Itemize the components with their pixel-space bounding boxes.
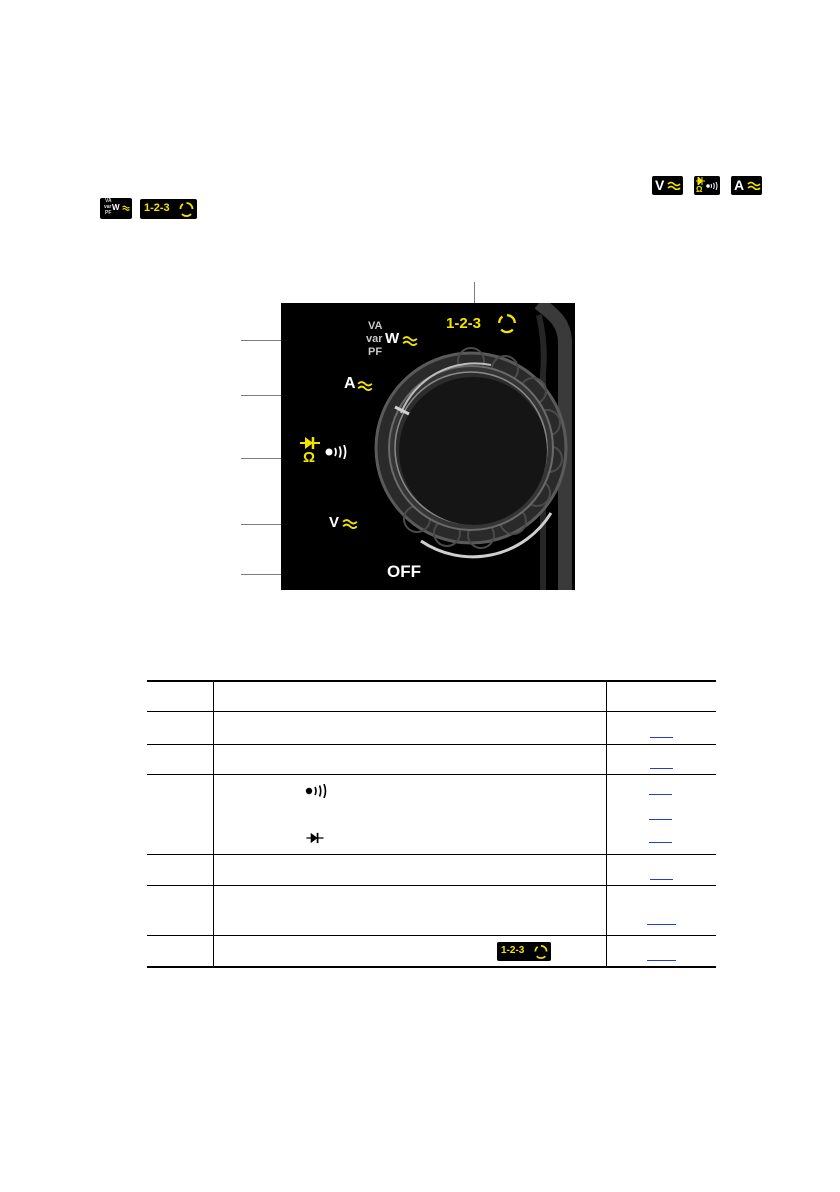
page-link[interactable] [647,924,676,925]
page-link[interactable] [649,819,672,820]
page-link[interactable] [650,768,673,769]
va-chip-label: VA [105,198,112,204]
dial-label-va: VA [368,320,383,332]
approx-wave-icon [342,518,358,529]
page-link[interactable] [650,737,673,738]
page-link[interactable] [650,879,673,880]
rotary-switch-panel [281,303,575,590]
power-mode-chip [100,198,132,219]
knob-center [399,377,547,525]
approx-wave-icon [667,181,681,190]
dial-label-w: W [385,330,400,347]
mode-reference-table [147,680,716,968]
dial-label-a: A [344,375,356,392]
table-header-row [147,681,716,711]
table-row [147,711,716,744]
diode-icon [306,832,324,844]
voltage-mode-chip [652,176,683,195]
callout-line-sequence [474,282,475,303]
dial-label-sequence: 1-2-3 [446,315,482,332]
sequence-chip-label: 1-2-3 [501,944,525,956]
current-chip-label: A [734,177,745,193]
pf-chip-label: PF [105,210,112,216]
continuity-beeper-icon [305,784,331,798]
phase-rotation-arrows-icon [178,201,195,217]
phase-rotation-arrows-icon [496,312,518,334]
approx-wave-icon [402,335,418,346]
table-row [147,744,716,774]
table-row [147,935,716,967]
dial-label-ohm: Ω [303,449,316,466]
diode-icon [696,177,705,185]
var-chip-label: var [104,204,112,210]
dial-label-v: V [329,514,340,531]
current-mode-chip [731,176,762,195]
table-row [147,854,716,885]
continuity-beeper-icon [706,182,719,190]
sequence-chip-label: 1-2-3 [144,202,170,214]
diode-continuity-chip [694,176,720,195]
phase-rotation-arrows-icon [533,944,549,959]
continuity-beeper-icon [325,445,351,459]
sequence-mode-chip [497,942,551,961]
approx-wave-icon [747,181,761,190]
table-row [147,885,716,935]
sequence-mode-chip [140,199,197,219]
dial-label-pf: PF [368,346,383,358]
page-link[interactable] [647,960,676,961]
approx-wave-icon [122,205,130,211]
ohm-chip-label: Ω [696,185,703,194]
approx-wave-icon [357,380,373,391]
table-row [147,774,716,854]
w-chip-label: W [112,203,120,212]
page-link[interactable] [649,842,672,843]
dial-label-var: var [366,333,383,345]
page-link[interactable] [649,794,672,795]
voltage-chip-label: V [655,177,665,193]
diode-icon [300,436,320,450]
dial-label-off: OFF [387,562,421,581]
